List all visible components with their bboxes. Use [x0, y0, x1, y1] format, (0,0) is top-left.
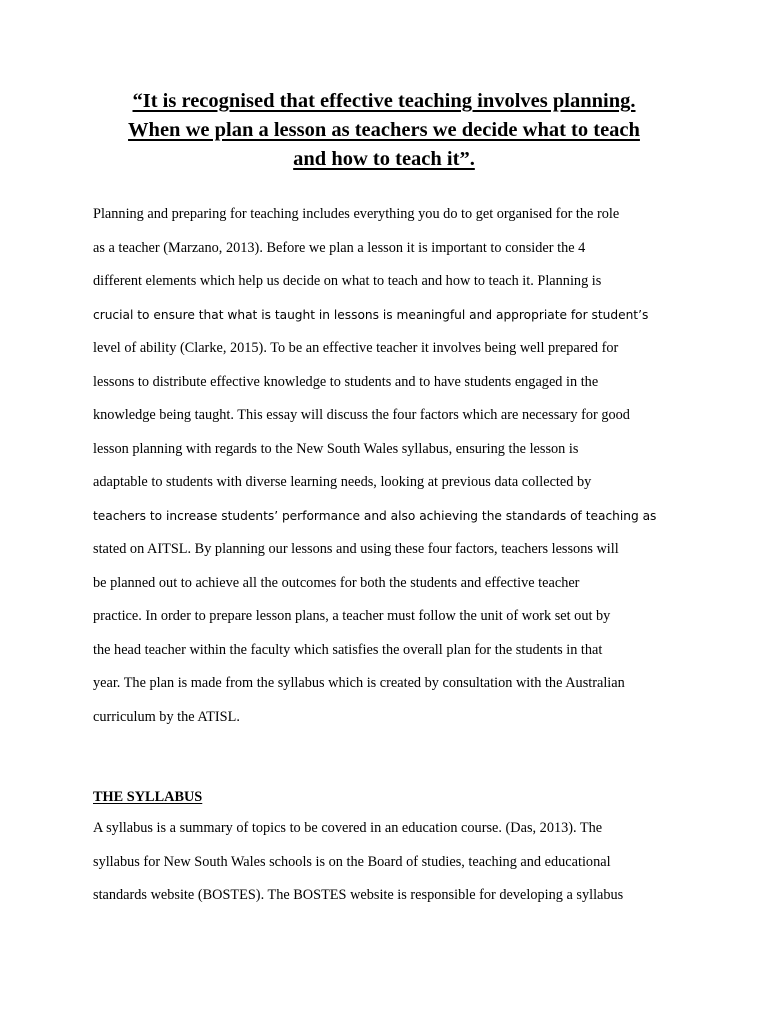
paragraph-line: crucial to ensure that what is taught in lessons is meaningful and appropriate for student’s — [93, 307, 649, 322]
paragraph-line: stated on AITSL. By planning our lessons and using these four factors, teachers lessons will — [93, 541, 619, 557]
paragraph-line: Planning and preparing for teaching includes everything you do to get organised for the role — [93, 206, 620, 222]
paragraph-line: A syllabus is a summary of topics to be covered in an education course. (Das, 2013). The — [93, 820, 603, 836]
title-line: When we plan a lesson as teachers we decide what to teach — [128, 119, 640, 141]
paragraph-line: year. The plan is made from the syllabus which is created by consultation with the Australian — [93, 675, 625, 691]
syllabus-paragraph — [93, 818, 693, 919]
paragraph-line: syllabus for New South Wales schools is on the Board of studies, teaching and educational — [93, 853, 611, 870]
paragraph-line: knowledge being taught. This essay will discuss the four factors which are necessary for good — [93, 407, 630, 423]
paragraph-line: teachers to increase students’ performance and also achieving the standards of teaching as — [93, 508, 657, 523]
title-line: “It is recognised that effective teaching involves planning. — [132, 90, 636, 112]
paragraph-line: standards website (BOSTES). The BOSTES website is responsible for developing a syllabus — [93, 887, 624, 903]
essay-title — [80, 87, 688, 174]
paragraph-line: lessons to distribute effective knowledge to students and to have students engaged in the — [93, 373, 599, 390]
paragraph-line: be planned out to achieve all the outcomes for both the students and effective teacher — [93, 574, 580, 591]
paragraph-line: the head teacher within the faculty which satisfies the overall plan for the students in that — [93, 641, 603, 658]
section-heading: THE SYLLABUS — [93, 789, 203, 805]
paragraph-line: as a teacher (Marzano, 2013). Before we plan a lesson it is important to consider the 4 — [93, 239, 586, 256]
paragraph-line: lesson planning with regards to the New South Wales syllabus, ensuring the lesson is — [93, 440, 579, 457]
paragraph-line: curriculum by the ATISL. — [93, 708, 240, 725]
paragraph-line: different elements which help us decide on what to teach and how to teach it. Planning is — [93, 273, 602, 289]
paragraph-line: adaptable to students with diverse learning needs, looking at previous data collected by — [93, 474, 592, 490]
title-line: and how to teach it”. — [293, 148, 475, 170]
paragraph-line: level of ability (Clarke, 2015). To be an effective teacher it involves being well prepared for — [93, 340, 619, 356]
intro-paragraph — [93, 204, 693, 740]
paragraph-line: practice. In order to prepare lesson plans, a teacher must follow the unit of work set out by — [93, 608, 611, 624]
